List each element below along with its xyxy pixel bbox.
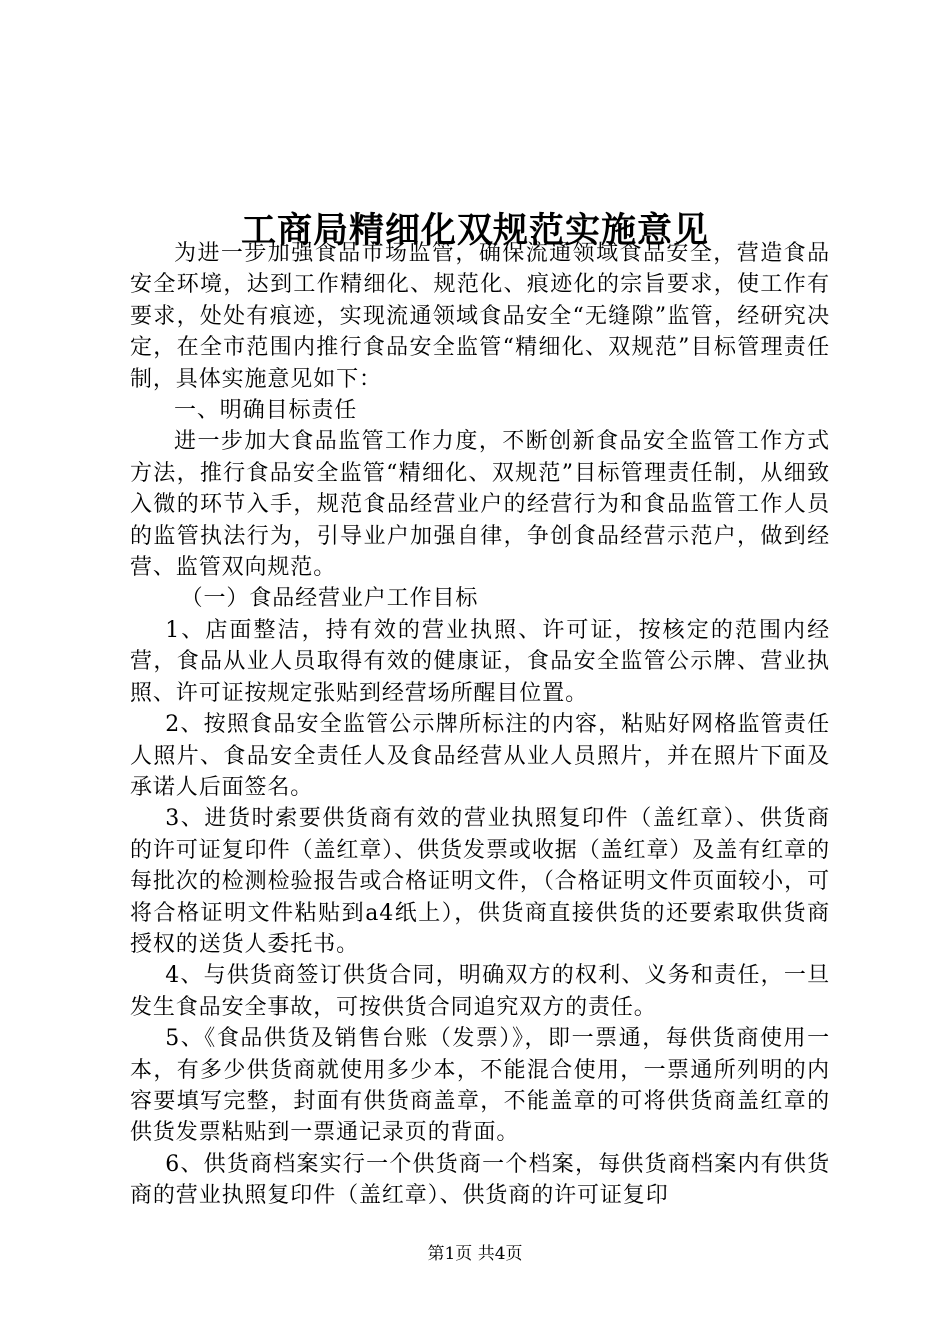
page-number-footer: 第1页 共4页	[427, 1244, 523, 1264]
list-item: 3、进货时索要供货商有效的营业执照复印件（盖红章）、供货商的许可证复印件（盖红章）、供货发票或收据（盖红章）及盖有红章的每批次的检测检验报告或合格证明文件，（合格证明文件页面较小，可将合格证明文件粘贴到a4纸上），供货商直接供货的还要索取供货商授权的送货人委托书。	[130, 806, 830, 957]
section-heading: 一、明确目标责任	[174, 398, 358, 424]
list-item: 4、与供货商签订供货合同，明确双方的权利、义务和责任，一旦发生食品安全事故，可按供货合同追究双方的责任。	[130, 963, 830, 1020]
list-item: 5、《食品供货及销售台账（发票）》，即一票通，每供货商使用一本，有多少供货商就使用多少本，不能混合使用，一票通所列明的内容要填写完整，封面有供货商盖章，不能盖章的可将供货商盖红章的供货发票粘贴到一票通记录页的背面。	[130, 1026, 830, 1146]
document-title: 工商局精细化双规范实施意见	[240, 210, 709, 252]
list-item: 1、店面整洁，持有效的营业执照、许可证，按核定的范围内经营，食品从业人员取得有效的健康证，食品安全监管公示牌、营业执照、许可证按规定张贴到经营场所醒目位置。	[130, 617, 830, 706]
document-body	[130, 238, 830, 1212]
intro-paragraph: 为进一步加强食品市场监管，确保流通领域食品安全，营造食品安全环境，达到工作精细化、规范化、痕迹化的宗旨要求，使工作有要求，处处有痕迹，实现流通领域食品安全“无缝隙”监管，经研究决定，在全市范围内推行食品安全监管“精细化、双规范”目标管理责任制，具体实施意见如下：	[130, 241, 830, 392]
section-paragraph: 进一步加大食品监管工作力度，不断创新食品安全监管工作方式方法，推行食品安全监管“精细化、双规范”目标管理责任制，从细致入微的环节入手，规范食品经营业户的经营行为和食品监管工作人员的监管执法行为，引导业户加强自律，争创食品经营示范户，做到经营、监管双向规范。	[130, 429, 830, 581]
list-item: 2、按照食品安全监管公示牌所标注的内容，粘贴好网格监管责任人照片、食品安全责任人及食品经营从业人员照片，并在照片下面及承诺人后面签名。	[130, 712, 830, 800]
list-item: 6、供货商档案实行一个供货商一个档案，每供货商档案内有供货商的营业执照复印件（盖红章）、供货商的许可证复印	[130, 1151, 830, 1209]
subsection-heading: （一）食品经营业户工作目标	[180, 586, 479, 612]
